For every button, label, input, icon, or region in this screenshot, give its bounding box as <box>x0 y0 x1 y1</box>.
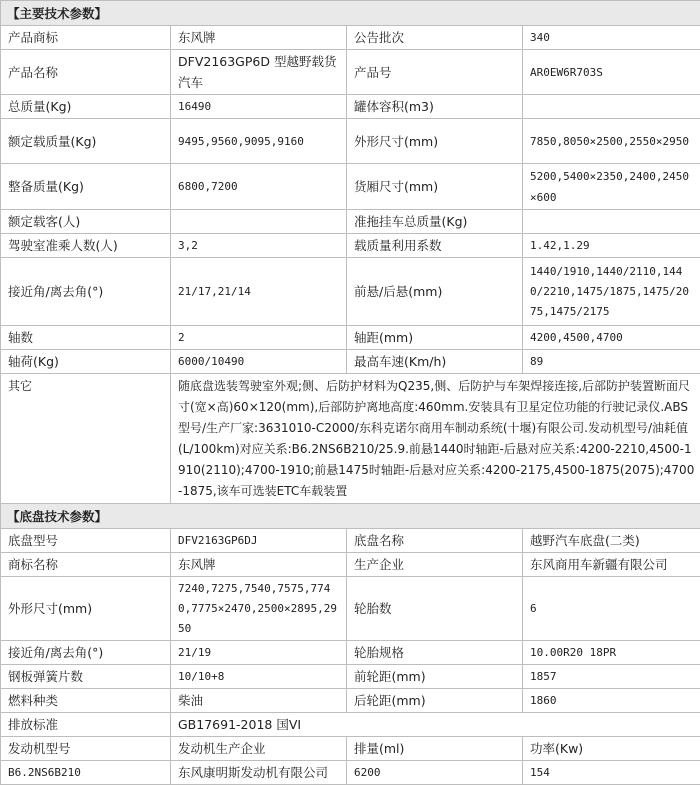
label-cell: 外形尺寸(mm) <box>347 119 523 164</box>
value-cell: 6000/10490 <box>171 350 347 374</box>
value-cell: AR0EW6R703S <box>523 50 700 95</box>
label-cell: 排放标准 <box>1 713 171 737</box>
value-cell: 3,2 <box>171 234 347 258</box>
label-cell: 驾驶室准乘人数(人) <box>1 234 171 258</box>
value-cell <box>171 210 347 234</box>
table-row <box>1 665 700 689</box>
label-cell: 额定载质量(Kg) <box>1 119 171 164</box>
value-cell: 1.42,1.29 <box>523 234 700 258</box>
table-row <box>1 210 700 234</box>
label-cell: 产品商标 <box>1 26 171 50</box>
label-cell: 整备质量(Kg) <box>1 164 171 210</box>
table-row <box>1 553 700 577</box>
label-cell: 外形尺寸(mm) <box>1 577 171 641</box>
table-row <box>1 350 700 374</box>
value-cell: 21/19 <box>171 641 347 665</box>
value-cell: 6 <box>523 577 700 641</box>
label-cell: 轴荷(Kg) <box>1 350 171 374</box>
label-cell: 最高车速(Km/h) <box>347 350 523 374</box>
value-cell: 东风牌 <box>171 26 347 50</box>
table-row <box>1 26 700 50</box>
value-cell: 7850,8050×2500,2550×2950 <box>523 119 700 164</box>
column-header: 发动机型号 <box>1 737 171 761</box>
value-cell: 6800,7200 <box>171 164 347 210</box>
table-row <box>1 258 700 326</box>
label-cell: 前悬/后悬(mm) <box>347 258 523 326</box>
engine-header-row <box>1 737 700 761</box>
label-cell: 接近角/离去角(°) <box>1 258 171 326</box>
value-cell: 东风商用车新疆有限公司 <box>523 553 700 577</box>
label-cell: 轮胎数 <box>347 577 523 641</box>
label-cell: 载质量利用系数 <box>347 234 523 258</box>
value-cell: 东风牌 <box>171 553 347 577</box>
table-row <box>1 95 700 119</box>
table-row <box>1 713 700 737</box>
table-row <box>1 577 700 641</box>
label-cell: 准拖挂车总质量(Kg) <box>347 210 523 234</box>
table-row <box>1 164 700 210</box>
table-row <box>1 529 700 553</box>
table-row <box>1 641 700 665</box>
main-section-title: 【主要技术参数】 <box>1 1 700 26</box>
table-row <box>1 234 700 258</box>
value-cell: DFV2163GP6D 型越野载货汽车 <box>171 50 347 95</box>
value-cell: 6200 <box>347 761 523 785</box>
label-cell: 接近角/离去角(°) <box>1 641 171 665</box>
value-cell: 1860 <box>523 689 700 713</box>
label-cell: 产品名称 <box>1 50 171 95</box>
value-cell: 9495,9560,9095,9160 <box>171 119 347 164</box>
label-cell: 总质量(Kg) <box>1 95 171 119</box>
label-cell: 前轮距(mm) <box>347 665 523 689</box>
value-cell: 1440/1910,1440/2110,1440/2210,1475/1875,1475/2075,1475/2175 <box>523 258 700 326</box>
engine-row <box>1 761 700 785</box>
label-cell: 钢板弹簧片数 <box>1 665 171 689</box>
label-cell: 底盘名称 <box>347 529 523 553</box>
label-cell: 额定载客(人) <box>1 210 171 234</box>
value-cell: GB17691-2018 国VI <box>171 713 700 737</box>
value-cell: 7240,7275,7540,7575,7740,7775×2470,2500×2895,2950 <box>171 577 347 641</box>
value-cell: 5200,5400×2350,2400,2450×600 <box>523 164 700 210</box>
column-header: 功率(Kw) <box>523 737 700 761</box>
main-header-row <box>1 1 700 26</box>
table-row <box>1 326 700 350</box>
table-row <box>1 119 700 164</box>
value-cell: 10.00R20 18PR <box>523 641 700 665</box>
table-row <box>1 50 700 95</box>
value-cell: 4200,4500,4700 <box>523 326 700 350</box>
label-cell: 其它 <box>1 374 171 504</box>
value-cell: 340 <box>523 26 700 50</box>
other-row <box>1 374 700 504</box>
value-cell <box>523 95 700 119</box>
value-cell: 16490 <box>171 95 347 119</box>
label-cell: 轴数 <box>1 326 171 350</box>
label-cell: 后轮距(mm) <box>347 689 523 713</box>
label-cell: 燃料种类 <box>1 689 171 713</box>
label-cell: 商标名称 <box>1 553 171 577</box>
value-cell: 1857 <box>523 665 700 689</box>
label-cell: 公告批次 <box>347 26 523 50</box>
label-cell: 罐体容积(m3) <box>347 95 523 119</box>
label-cell: 轮胎规格 <box>347 641 523 665</box>
value-cell: 10/10+8 <box>171 665 347 689</box>
label-cell: 产品号 <box>347 50 523 95</box>
value-cell: 21/17,21/14 <box>171 258 347 326</box>
value-cell: 越野汽车底盘(二类) <box>523 529 700 553</box>
other-notes: 随底盘选装驾驶室外观;侧、后防护材料为Q235,侧、后防护与车架焊接连接,后部防护装置断面尺寸(宽×高)60×120(mm),后部防护离地高度:460mm.安装具有卫星定位功能的行驶记录仪.ABS型号/生产厂家:3631010-C2000/东科克诺尔商用车制动系统(十堰)有限公司.发动机型号/油耗值(L/100km)对应关系:B6.2NS6B210/25.9.前悬1440时轴距-后悬对应关系:4200-2210,4500-1910(2110);4700-1910;前悬1475时轴距-后悬对应关系:4200-2175,4500-1875(2075);4700-1875,该车可选装ETC车载装置 <box>171 374 700 504</box>
label-cell: 生产企业 <box>347 553 523 577</box>
value-cell: B6.2NS6B210 <box>1 761 171 785</box>
chassis-section-title: 【底盘技术参数】 <box>1 504 700 529</box>
label-cell: 货厢尺寸(mm) <box>347 164 523 210</box>
column-header: 排量(ml) <box>347 737 523 761</box>
chassis-header-row <box>1 504 700 529</box>
value-cell: 东风康明斯发动机有限公司 <box>171 761 347 785</box>
value-cell: 柴油 <box>171 689 347 713</box>
value-cell: 2 <box>171 326 347 350</box>
label-cell: 底盘型号 <box>1 529 171 553</box>
label-cell: 轴距(mm) <box>347 326 523 350</box>
table-row <box>1 689 700 713</box>
value-cell: 154 <box>523 761 700 785</box>
value-cell <box>523 210 700 234</box>
value-cell: 89 <box>523 350 700 374</box>
value-cell: DFV2163GP6DJ <box>171 529 347 553</box>
column-header: 发动机生产企业 <box>171 737 347 761</box>
